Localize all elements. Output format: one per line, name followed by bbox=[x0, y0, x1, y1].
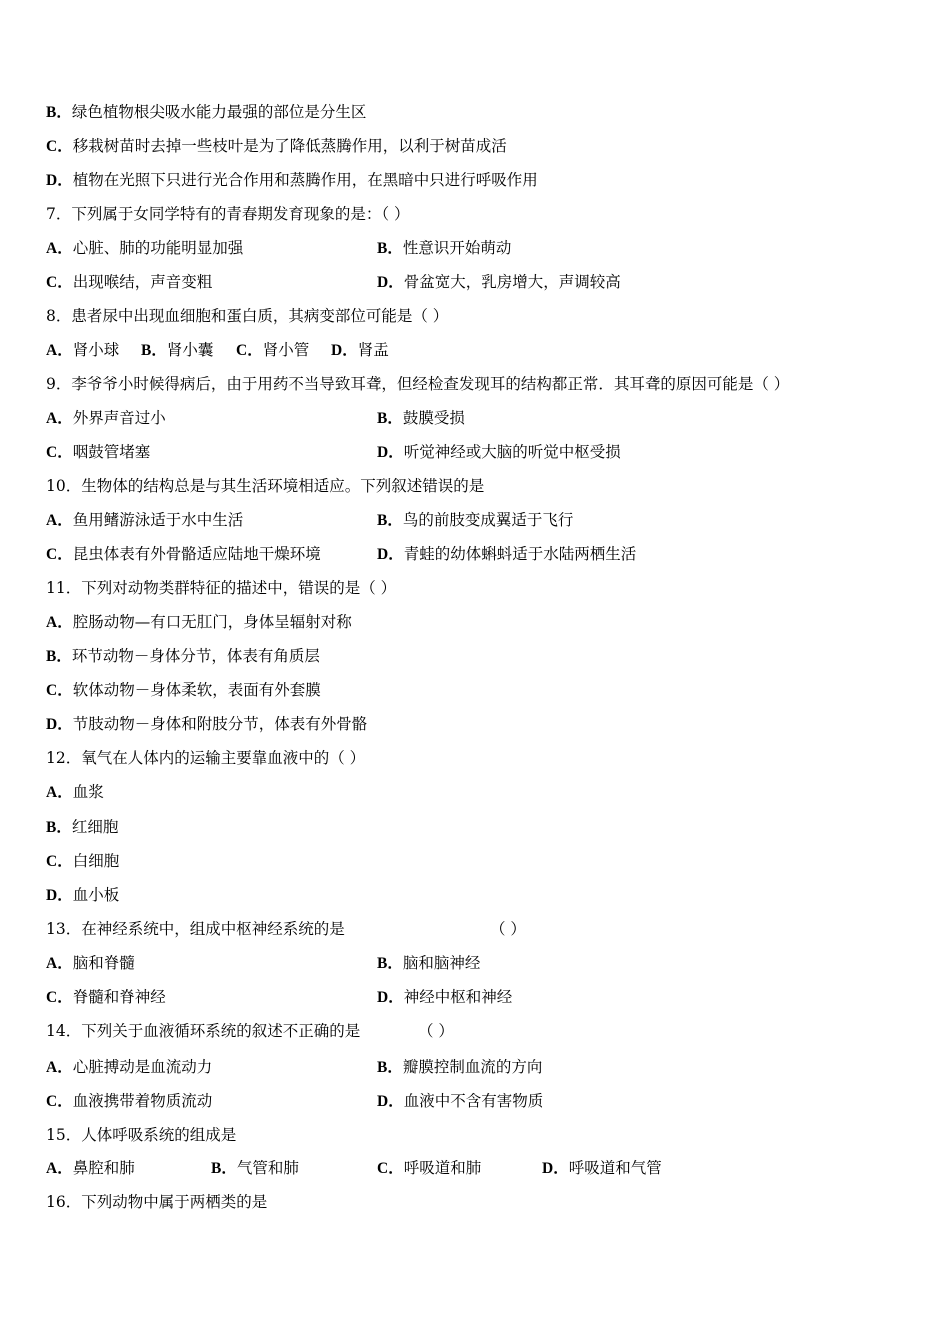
q9-options-ab bbox=[46, 406, 465, 430]
q15-option-c: C．呼吸道和肺 bbox=[377, 1159, 482, 1177]
q14-option-b: B．瓣膜控制血流的方向 bbox=[377, 1058, 543, 1076]
q9-option-c: C．咽鼓管堵塞 bbox=[46, 443, 151, 461]
q6-option-c: C．移栽树苗时去掉一些枝叶是为了降低蒸腾作用，以利于树苗成活 bbox=[46, 137, 507, 155]
q10-option-a: A．鱼用鳍游泳适于水中生活 bbox=[46, 511, 244, 529]
q10-option-b: B．鸟的前肢变成翼适于飞行 bbox=[377, 511, 574, 529]
q11-option-b: B．环节动物－身体分节，体表有角质层 bbox=[46, 647, 320, 665]
q7-option-c: C．出现喉结，声音变粗 bbox=[46, 273, 213, 291]
q12-option-b: B．红细胞 bbox=[46, 818, 119, 836]
q14-option-c: C．血液携带着物质流动 bbox=[46, 1092, 213, 1110]
q7-option-d: D．骨盆宽大，乳房增大，声调较高 bbox=[377, 273, 621, 291]
q14-options-ab bbox=[46, 1055, 543, 1079]
q9-option-b: B．鼓膜受损 bbox=[377, 409, 465, 427]
q10-options-ab bbox=[46, 508, 574, 532]
q11-option-a: A．腔肠动物—有口无肛门，身体呈辐射对称 bbox=[46, 613, 352, 631]
q14-stem: 14．下列关于血液循环系统的叙述不正确的是 （ ） bbox=[46, 1019, 486, 1043]
q14-answer-blank: （ ） bbox=[418, 1022, 454, 1040]
q8-stem: 8．患者尿中出现血细胞和蛋白质，其病变部位可能是（ ） bbox=[46, 307, 449, 325]
q6-option-d: D．植物在光照下只进行光合作用和蒸腾作用，在黑暗中只进行呼吸作用 bbox=[46, 171, 538, 189]
q10-stem: 10．生物体的结构总是与其生活环境相适应。下列叙述错误的是 bbox=[46, 477, 485, 495]
q13-stem: 13．在神经系统中，组成中枢神经系统的是 （ ） bbox=[46, 917, 566, 941]
q7-stem: 7．下列属于女同学特有的青春期发育现象的是：（ ） bbox=[46, 205, 410, 223]
q7-options-cd bbox=[46, 270, 621, 294]
q13-options-cd bbox=[46, 985, 513, 1009]
q9-stem: 9．李爷爷小时候得病后，由于用药不当导致耳聋，但经检查发现耳的结构都正常．其耳聋的原因可能是（ ） bbox=[46, 375, 790, 393]
q9-option-d: D．听觉神经或大脑的听觉中枢受损 bbox=[377, 443, 621, 461]
q12-option-a: A．血浆 bbox=[46, 783, 104, 801]
q11-option-d: D．节肢动物－身体和附肢分节，体表有外骨骼 bbox=[46, 715, 368, 733]
q8-option-a: A．肾小球 bbox=[46, 341, 120, 359]
q15-option-a: A．鼻腔和肺 bbox=[46, 1159, 135, 1177]
q8-option-d: D．肾盂 bbox=[331, 341, 389, 359]
q12-option-d: D．血小板 bbox=[46, 886, 120, 904]
q11-option-c: C．软体动物－身体柔软，表面有外套膜 bbox=[46, 681, 321, 699]
q10-option-c: C．昆虫体表有外骨骼适应陆地干燥环境 bbox=[46, 545, 321, 563]
q14-option-a: A．心脏搏动是血流动力 bbox=[46, 1058, 213, 1076]
q12-option-c: C．白细胞 bbox=[46, 852, 120, 870]
q11-stem: 11．下列对动物类群特征的描述中，错误的是（ ） bbox=[46, 579, 397, 597]
q13-answer-blank: （ ） bbox=[490, 920, 526, 938]
q14-options-cd bbox=[46, 1089, 544, 1113]
q9-options-cd bbox=[46, 440, 621, 464]
q12-stem: 12．氧气在人体内的运输主要靠血液中的（ ） bbox=[46, 749, 366, 767]
q7-options-ab bbox=[46, 236, 512, 260]
q8-option-b: B．肾小囊 bbox=[141, 341, 214, 359]
q7-option-b: B．性意识开始萌动 bbox=[377, 239, 512, 257]
q15-options bbox=[46, 1156, 726, 1180]
q13-option-c: C．脊髓和脊神经 bbox=[46, 988, 166, 1006]
q8-option-c: C．肾小管 bbox=[236, 341, 310, 359]
q13-option-a: A．脑和脊髓 bbox=[46, 954, 135, 972]
q10-option-d: D．青蛙的幼体蝌蚪适于水陆两栖生活 bbox=[377, 545, 637, 563]
q7-option-a: A．心脏、肺的功能明显加强 bbox=[46, 239, 244, 257]
q15-stem: 15．人体呼吸系统的组成是 bbox=[46, 1126, 237, 1144]
q13-option-b: B．脑和脑神经 bbox=[377, 954, 481, 972]
q13-option-d: D．神经中枢和神经 bbox=[377, 988, 513, 1006]
q6-option-b: B．绿色植物根尖吸水能力最强的部位是分生区 bbox=[46, 103, 367, 121]
q16-stem: 16．下列动物中属于两栖类的是 bbox=[46, 1193, 268, 1211]
q10-options-cd bbox=[46, 542, 637, 566]
q14-option-d: D．血液中不含有害物质 bbox=[377, 1092, 544, 1110]
q15-option-d: D．呼吸道和气管 bbox=[542, 1159, 662, 1177]
q13-options-ab bbox=[46, 951, 481, 975]
q9-option-a: A．外界声音过小 bbox=[46, 409, 166, 427]
q8-options bbox=[46, 338, 446, 362]
q15-option-b: B．气管和肺 bbox=[211, 1159, 299, 1177]
